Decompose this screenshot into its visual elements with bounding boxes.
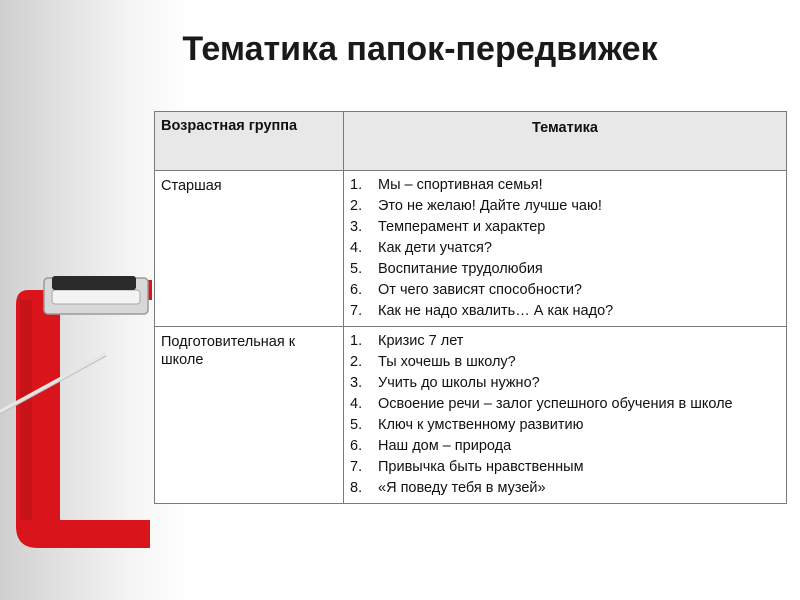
list-item	[350, 238, 780, 259]
list-item	[350, 394, 780, 415]
list-item-text: Учить до школы нужно?	[378, 375, 540, 391]
list-item	[350, 352, 780, 373]
topics-list	[350, 331, 780, 499]
list-item-text: Это не желаю! Дайте лучше чаю!	[378, 198, 602, 214]
list-item-number: 4.	[350, 396, 363, 412]
list-item-text: Как дети учатся?	[378, 240, 492, 256]
list-item-number: 8.	[350, 480, 363, 496]
header-topics: Тематика	[344, 112, 787, 171]
list-item-text: Освоение речи – залог успешного обучения в школе	[378, 396, 733, 412]
list-item	[350, 301, 780, 322]
table-row	[155, 327, 787, 504]
topics-cell	[344, 327, 787, 504]
list-item-number: 3.	[350, 375, 363, 391]
list-item-number: 6.	[350, 282, 363, 298]
list-item	[350, 457, 780, 478]
list-item-number: 1.	[350, 177, 363, 193]
clip-frame-shape	[16, 290, 150, 548]
topics-cell	[344, 171, 787, 327]
table-row	[155, 171, 787, 327]
list-item-text: Ты хочешь в школу?	[378, 354, 516, 370]
list-item	[350, 415, 780, 436]
list-item-number: 2.	[350, 198, 363, 214]
clip-spring	[52, 276, 136, 290]
list-item	[350, 175, 780, 196]
topics-list	[350, 175, 780, 322]
list-item-text: Мы – спортивная семья!	[378, 177, 543, 193]
slide-title: Тематика папок-передвижек	[182, 30, 658, 68]
header-age-group: Возрастная группа	[155, 112, 344, 171]
list-item	[350, 478, 780, 499]
list-item-number: 2.	[350, 354, 363, 370]
list-item	[350, 259, 780, 280]
list-item-number: 5.	[350, 261, 363, 277]
list-item	[350, 280, 780, 301]
topics-table	[154, 111, 787, 504]
list-item-text: Кризис 7 лет	[378, 333, 464, 349]
list-item-number: 7.	[350, 459, 363, 475]
list-item-text: «Я поведу тебя в музей»	[378, 480, 546, 496]
list-item-number: 6.	[350, 438, 363, 454]
list-item	[350, 373, 780, 394]
list-item-text: Как не надо хвалить… А как надо?	[378, 303, 614, 319]
list-item-text: От чего зависят способности?	[378, 282, 582, 298]
age-group-cell: Подготовительная к школе	[155, 327, 344, 504]
list-item-number: 1.	[350, 333, 363, 349]
list-item-number: 7.	[350, 303, 363, 319]
list-item-text: Наш дом – природа	[378, 438, 512, 454]
age-group-cell: Старшая	[155, 171, 344, 327]
list-item-text: Ключ к умственному развитию	[378, 417, 584, 433]
list-item-number: 4.	[350, 240, 363, 256]
list-item	[350, 436, 780, 457]
list-item-text: Привычка быть нравственным	[378, 459, 584, 475]
list-item-text: Воспитание трудолюбия	[378, 261, 543, 277]
table-header-row	[155, 112, 787, 171]
list-item	[350, 196, 780, 217]
list-item-text: Темперамент и характер	[378, 219, 546, 235]
list-item-number: 5.	[350, 417, 363, 433]
list-item	[350, 217, 780, 238]
list-item-number: 3.	[350, 219, 363, 235]
list-item	[350, 331, 780, 352]
